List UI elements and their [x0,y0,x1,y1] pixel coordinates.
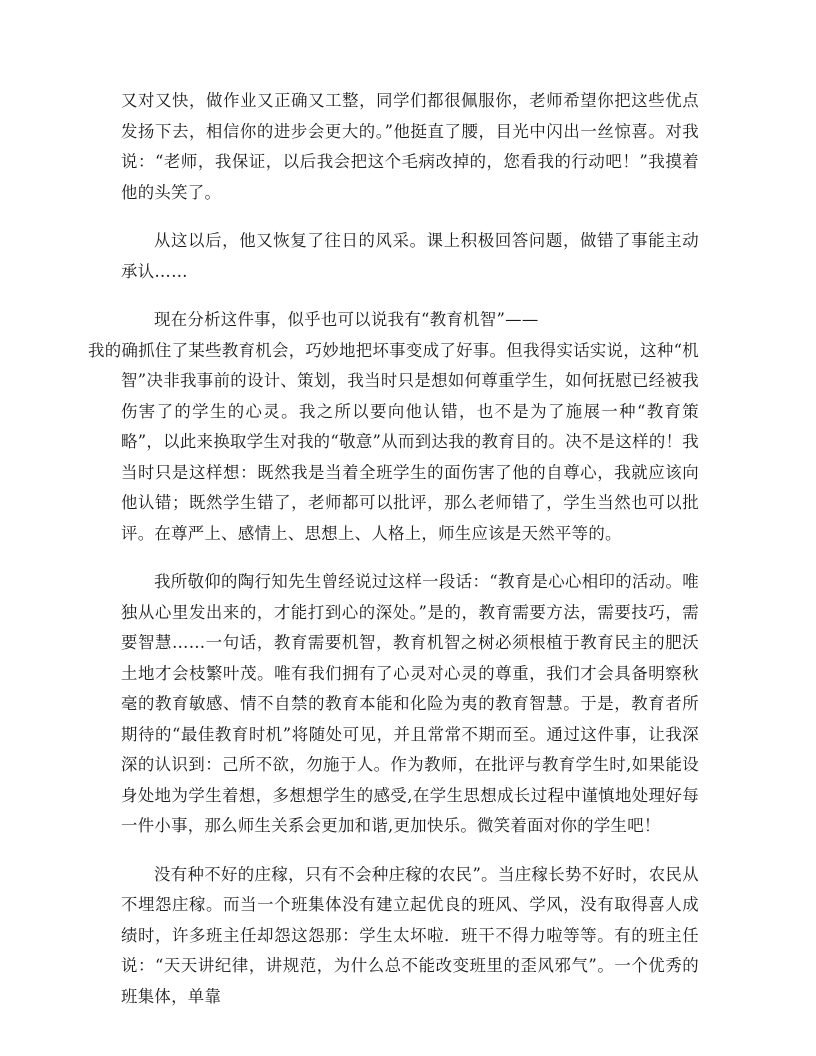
paragraph-3-body: 我的确抓住了某些教育机会，巧妙地把坏事变成了好事。但我得实话实说，这种“机智”决非我事前的设计、策划，我当时只是想如何尊重学生，如何抚慰已经被我伤害了的学生的心灵。我之所以要向他认错，也不是为了施展一种“教育策略”，以此来换取学生对我的“敬意”从而到达我的教育目的。决不是这样的！我当时只是这样想：既然我是当着全班学生的面伤害了他的自尊心，我就应该向他认错；既然学生错了，老师都可以批评，那么老师错了，学生当然也可以批评。在尊严上、感情上、思想上、人格上，师生应该是天然平等的。 [88,340,699,543]
paragraph-3-first-line: 现在分析这件事，似乎也可以说我有“教育机智”—— [154,310,539,329]
paragraph-5: 没有种不好的庄稼，只有不会种庄稼的农民”。当庄稼长势不好时，农民从不埋怨庄稼。而当一个班集体没有建立起优良的班风、学风，没有取得喜人成绩时，许多班主任却怨这怨那：学生太坏啦．班干不得力啦等等。有的班主任说：“天天讲纪律，讲规范，为什么总不能改变班里的歪风邪气”。一个优秀的班集体，单靠 [121,864,699,1006]
paragraph-4: 我所敬仰的陶行知先生曾经说过这样一段话：“教育是心心相印的活动。唯独从心里发出来的，才能打到心的深处。”是的，教育需要方法，需要技巧，需要智慧……一句话，教育需要机智，教育机智之树必须根植于教育民主的肥沃土地才会枝繁叶茂。唯有我们拥有了心灵对心灵的尊重，我们才会具备明察秋毫的教育敏感、情不自禁的教育本能和化险为夷的教育智慧。于是，教育者所期待的“最佳教育时机”将随处可见，并且常常不期而至。通过这件事，让我深深的认识到：己所不欲，勿施于人。作为教师，在批评与教育学生时,如果能设身处地为学生着想，多想想学生的感受,在学生思想成长过程中谨慎地处理好每一件小事，那么师生关系会更加和谐,更加快乐。微笑着面对你的学生吧！ [121,572,699,835]
paragraph-1: 又对又快，做作业又正确又工整，同学们都很佩服你，老师希望你把这些优点发扬下去，相信你的进步会更大的。”他挺直了腰，目光中闪出一丝惊喜。对我说：“老师，我保证，以后我会把这个毛病改掉的，您看我的行动吧！”我摸着他的头笑了。 [121,91,699,202]
document-page [88,86,699,1030]
paragraph-2: 从这以后，他又恢复了往日的风采。课上积极回答问题，做错了事能主动承认…… [121,231,699,281]
paragraph-3 [88,305,699,549]
